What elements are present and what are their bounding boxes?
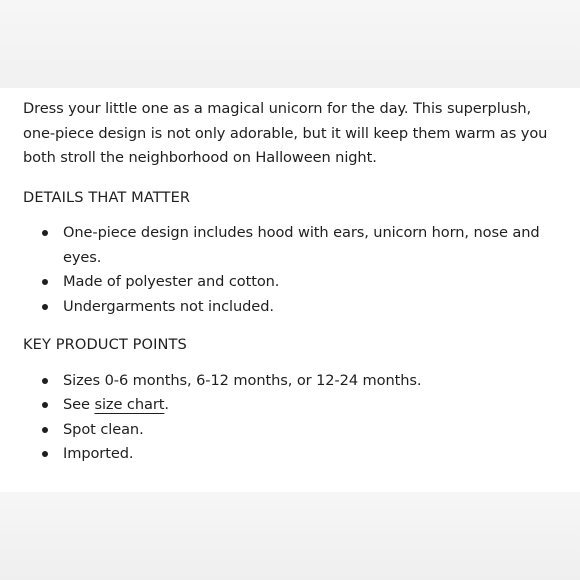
details-heading: DETAILS THAT MATTER	[23, 188, 191, 206]
size-chart-link[interactable]: size chart	[94, 396, 165, 413]
intro-line: one-piece design is not only adorable, but it will keep them warm as you	[23, 124, 548, 142]
list-item: Sizes 0-6 months, 6-12 months, or 12-24 months.	[63, 369, 563, 394]
see-prefix: See	[63, 396, 95, 413]
key-points-heading: KEY PRODUCT POINTS	[23, 336, 187, 353]
list-item	[63, 393, 563, 418]
list-item: Imported.	[63, 442, 563, 467]
intro-paragraph	[23, 97, 563, 171]
key-points-list	[23, 369, 563, 467]
list-item: Made of polyester and cotton.	[63, 270, 563, 295]
list-item: Undergarments not included.	[63, 295, 563, 320]
intro-line: Dress your little one as a magical unicorn for the day. This superplush,	[23, 100, 532, 117]
product-description	[23, 97, 563, 467]
details-list	[23, 221, 563, 319]
bottom-background-band	[0, 492, 580, 580]
list-item: One-piece design includes hood with ears, unicorn horn, nose and eyes.	[63, 221, 563, 270]
intro-line: both stroll the neighborhood on Halloween night.	[23, 149, 377, 166]
list-item: Spot clean.	[63, 418, 563, 443]
see-suffix: .	[164, 396, 169, 413]
top-background-band	[0, 0, 580, 88]
